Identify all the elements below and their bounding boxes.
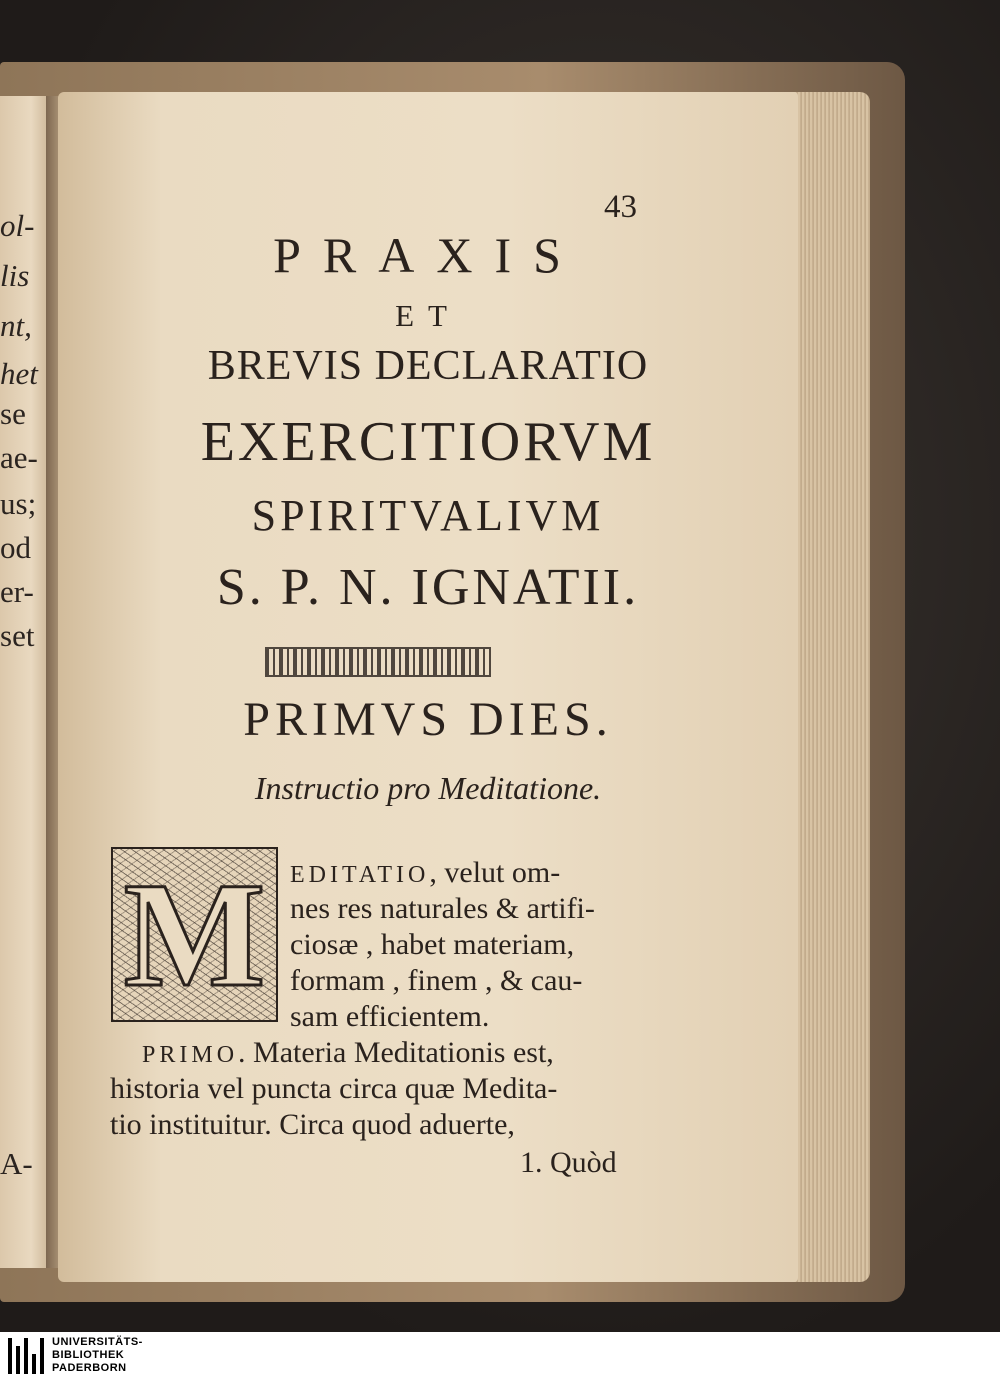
left-fragment: ae- (0, 440, 38, 475)
catchword: 1. Quòd (520, 1146, 617, 1179)
body-line: historia vel puncta circa quæ Medita- (110, 1072, 558, 1105)
body-line: nes res naturales & artifi- (290, 892, 595, 925)
section-subheading: Instructio pro Meditatione. (254, 770, 602, 806)
title-line-exercitiorum: EXERCITIORVM (200, 411, 656, 473)
left-page (0, 96, 52, 1268)
body-line: PRIMO. Materia Meditationis est, (142, 1036, 554, 1069)
left-fragment: ol- (0, 208, 35, 243)
title-line-brevis: BREVIS DECLARATIO (207, 343, 649, 389)
ornament-divider (265, 647, 491, 677)
library-logo-icon (8, 1338, 44, 1374)
left-fragment: se (0, 396, 26, 431)
title-line-et: ET (395, 298, 461, 333)
left-fragment: od (0, 530, 31, 565)
body-line: ciosæ , habet materiam, (290, 928, 575, 961)
left-fragment: nt, (0, 308, 32, 343)
left-fragment: A- (0, 1146, 33, 1181)
title-line-spiritualium: SPIRITVALIVM (251, 491, 605, 540)
left-fragment: het (0, 356, 38, 391)
body-line: EDITATIO, velut om- (290, 856, 561, 889)
body-line: tio instituitur. Circa quod aduerte, (110, 1108, 515, 1141)
left-fragment: us; (0, 486, 37, 521)
page-number: 43 (604, 189, 637, 225)
body-line: sam efficientem. (290, 1000, 490, 1033)
title-line-ignatii: S. P. N. IGNATII. (216, 559, 640, 616)
decorated-initial (111, 847, 278, 1022)
library-name: UNIVERSITÄTS- BIBLIOTHEK PADERBORN (52, 1336, 143, 1374)
section-heading: PRIMVS DIES. (243, 693, 613, 746)
page-edges (790, 92, 870, 1282)
left-fragment: set (0, 618, 35, 653)
right-page (58, 92, 798, 1282)
initial-letter: M (123, 852, 266, 1018)
left-fragment: er- (0, 574, 34, 609)
title-line-praxis: PRAXIS (273, 227, 583, 283)
body-line: formam , finem , & cau- (290, 964, 583, 997)
left-fragment: lis (0, 258, 30, 293)
library-footer (0, 1332, 1000, 1381)
